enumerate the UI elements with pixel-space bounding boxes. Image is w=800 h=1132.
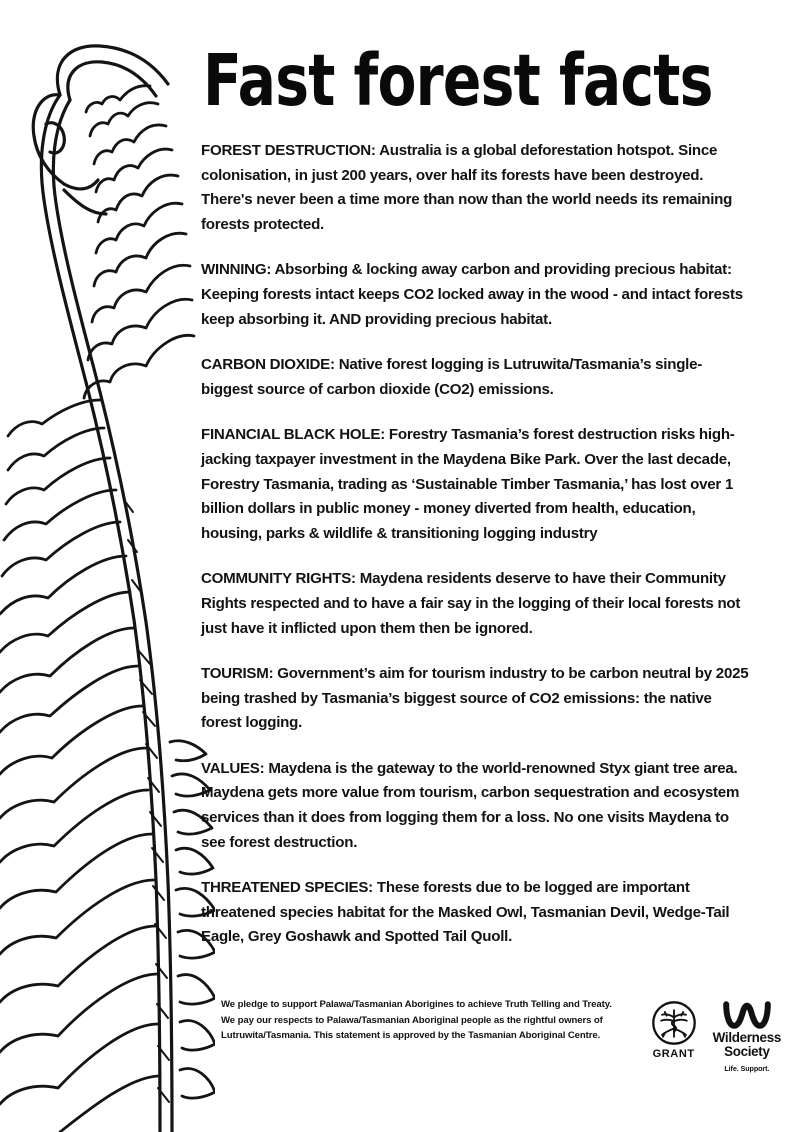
- fact-body: Forestry Tasmania’s forest destruction risks high-jacking taxpayer investment in the Maydena Bike Park. Over the last decade, Forestry Tasmania, trading as ‘Sustainable Timber Tasmania,’ has lost over 1 billion dollars in public money - money diverted from health, education, housing, parks & wildlife & transitioning logging industry: [201, 426, 735, 542]
- fact-financial-black-hole: [201, 423, 749, 546]
- fern-illustration: [0, 0, 215, 1132]
- fact-label: FOREST DESTRUCTION:: [201, 142, 376, 159]
- fact-body: Native forest logging is Lutruwita/Tasmania’s single-biggest source of carbon dioxide (CO2) emissions.: [201, 356, 703, 398]
- poster-content: [201, 0, 781, 1132]
- fact-values: [201, 757, 749, 855]
- page-title: Fast forest facts: [203, 39, 713, 122]
- ws-name-line-2: Society: [724, 1044, 770, 1060]
- fact-community-rights: [201, 567, 749, 641]
- fact-label: VALUES:: [201, 759, 265, 777]
- fact-body: Maydena residents deserve to have their Community Rights respected and to have a fair say in the logging of their local forests not just have it inflicted upon them then be ignored.: [201, 570, 741, 637]
- fact-body: Absorbing & locking away carbon and providing precious habitat: Keeping forests intact keeps CO2 locked away in the wood - and intact forests keep absorbing it. AND providing precious habitat.: [201, 261, 743, 328]
- acknowledgement-statement: We pledge to support Palawa/Tasmanian Aborigines to achieve Truth Telling and Treaty. We pay our respects to Palawa/Tasmanian Aboriginal people as the rightful owners of Lutruwita/Tasmania. This statement is approved by the Tasmanian Aboriginal Centre.: [221, 999, 612, 1042]
- fact-body: Government’s aim for tourism industry to be carbon neutral by 2025 being trashed by Tasmania’s biggest source of CO2 emissions: the native forest logging.: [201, 665, 749, 732]
- wilderness-society-logo: [713, 1000, 781, 1073]
- fact-threatened-species: [201, 876, 749, 950]
- fact-body: Australia is a global deforestation hotspot. Since colonisation, in just 200 years, over half its forests have been destroyed. There's never been a time more than now than the world needs its remaining forests protected.: [201, 142, 733, 233]
- fact-label: WINNING:: [201, 261, 272, 279]
- fact-body: Maydena is the gateway to the world-renowned Styx giant tree area. Maydena gets more value from tourism, carbon sequestration and ecosystem services than it does from logging them for a loss. No one visits Maydena to see forest destruction.: [201, 759, 740, 851]
- fact-forest-destruction: [201, 139, 749, 237]
- grant-logo: [651, 1000, 697, 1060]
- fact-carbon-dioxide: [201, 353, 749, 402]
- fact-label: TOURISM:: [201, 665, 274, 683]
- ws-name-line-1: Wilderness: [712, 1030, 781, 1045]
- wilderness-society-tagline: Life. Support.: [724, 1063, 770, 1073]
- fact-label: THREATENED SPECIES:: [201, 879, 373, 897]
- footer-logos: [651, 997, 781, 1073]
- fact-label: COMMUNITY RIGHTS:: [201, 570, 356, 588]
- wilderness-society-name: [713, 1031, 781, 1060]
- fact-winning: [201, 258, 749, 332]
- brush-w-icon: [723, 1000, 771, 1030]
- grant-logo-label: GRANT: [652, 1048, 695, 1060]
- facts-list: [201, 139, 749, 950]
- fact-body: These forests due to be logged are important threatened species habitat for the Masked Owl, Tasmanian Devil, Wedge-Tail Eagle, Grey Goshawk and Spotted Tail Quoll.: [201, 879, 730, 946]
- fact-tourism: [201, 662, 749, 736]
- circular-tree-emblem-icon: [651, 1000, 697, 1046]
- fact-label: CARBON DIOXIDE:: [201, 356, 335, 374]
- footer: [221, 997, 781, 1073]
- fact-label: FINANCIAL BLACK HOLE:: [201, 426, 385, 444]
